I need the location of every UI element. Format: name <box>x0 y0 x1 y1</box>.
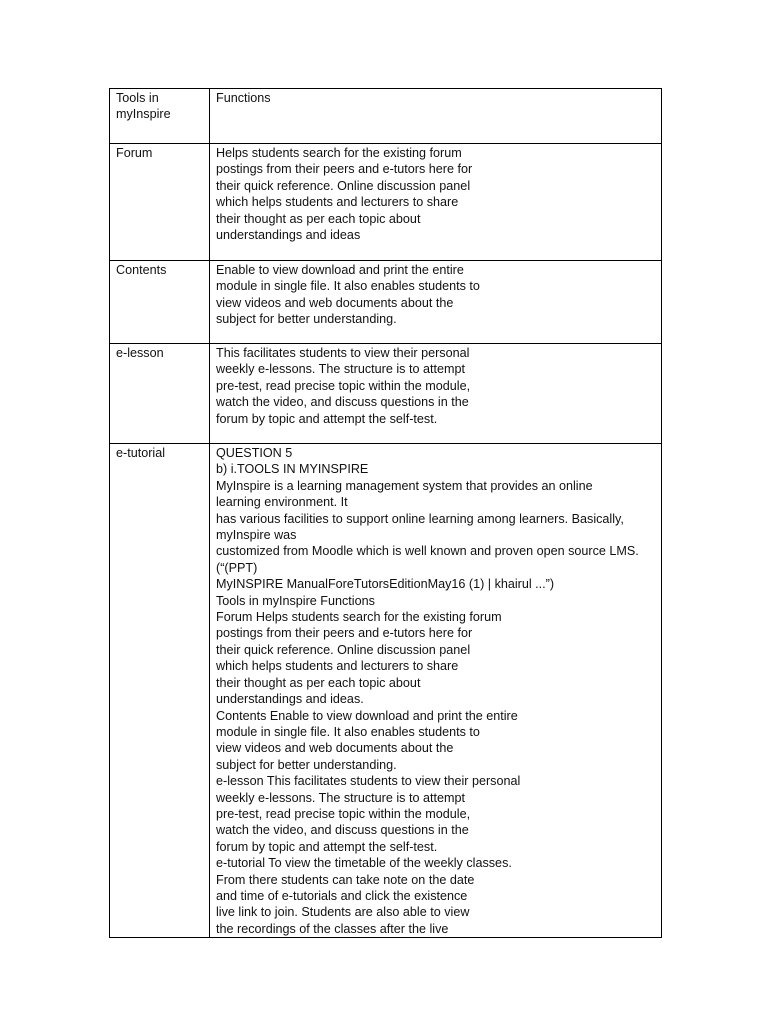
tool-name: Contents <box>116 263 167 277</box>
text-line: understandings and ideas <box>216 228 361 243</box>
text-line: postings from their peers and e-tutors here for <box>216 162 473 177</box>
text-line: learning environment. It <box>216 495 348 510</box>
text-line: MyINSPIRE ManualForeTutorsEditionMay16 (1) | khairul ...”) <box>216 577 555 592</box>
text-line: Helps students search for the existing forum <box>216 146 462 160</box>
table-header-row <box>110 89 662 144</box>
text-line: their quick reference. Online discussion panel <box>216 178 471 193</box>
text-line: the recordings of the classes after the live <box>216 921 449 936</box>
text-line: understandings and ideas. <box>216 692 364 707</box>
text-line: module in single file. It also enables students to <box>216 279 480 294</box>
text-line: has various facilities to support online learning among learners. Basically, <box>216 511 624 526</box>
header-function-cell <box>210 89 662 144</box>
tools-table <box>109 88 662 938</box>
table-row-forum <box>110 144 662 261</box>
text-line: view videos and web documents about the <box>216 295 454 310</box>
header-function-label: Functions <box>216 91 271 105</box>
text-line: weekly e-lessons. The structure is to attempt <box>216 790 465 805</box>
text-line: forum by topic and attempt the self-test. <box>216 411 438 426</box>
text-line: From there students can take note on the date <box>216 872 475 887</box>
text-line: This facilitates students to view their personal <box>216 346 470 360</box>
function-cell <box>210 261 662 344</box>
text-line: Enable to view download and print the entire <box>216 263 464 277</box>
tool-name: e-tutorial <box>116 446 165 460</box>
text-line: Forum Helps students search for the existing forum <box>216 610 502 625</box>
text-line: live link to join. Students are also able to view <box>216 905 470 920</box>
table-row-e-tutorial <box>110 444 662 938</box>
text-line: weekly e-lessons. The structure is to attempt <box>216 362 465 377</box>
text-line: their thought as per each topic about <box>216 211 421 226</box>
header-tool-line: Tools in <box>116 91 159 105</box>
tool-name: Forum <box>116 146 153 160</box>
text-line: MyInspire is a learning management system that provides an online <box>216 478 593 493</box>
text-line: Tools in myInspire Functions <box>216 593 375 608</box>
table-row-contents <box>110 261 662 344</box>
text-line: e-tutorial To view the timetable of the weekly classes. <box>216 856 512 871</box>
text-line: pre-test, read precise topic within the module, <box>216 806 471 821</box>
text-line: which helps students and lecturers to share <box>216 659 459 674</box>
text-line: Contents Enable to view download and print the entire <box>216 708 518 723</box>
text-line: watch the video, and discuss questions in the <box>216 395 469 410</box>
text-line: postings from their peers and e-tutors here for <box>216 626 473 641</box>
tool-name: e-lesson <box>116 346 164 360</box>
text-line: which helps students and lecturers to share <box>216 195 459 210</box>
text-line: subject for better understanding. <box>216 312 397 327</box>
table-row-e-lesson <box>110 344 662 444</box>
text-line: e-lesson This facilitates students to view their personal <box>216 774 521 789</box>
text-line: QUESTION 5 <box>216 446 293 460</box>
text-line: and time of e-tutorials and click the existence <box>216 888 468 903</box>
tool-name-cell <box>110 444 210 938</box>
text-line: subject for better understanding. <box>216 757 397 772</box>
function-cell <box>210 344 662 444</box>
header-tool-line: myInspire <box>116 107 171 122</box>
text-line: their thought as per each topic about <box>216 675 421 690</box>
text-line: forum by topic and attempt the self-test. <box>216 839 438 854</box>
text-line: myInspire was <box>216 528 297 543</box>
text-line: view videos and web documents about the <box>216 741 454 756</box>
function-cell <box>210 444 662 938</box>
tool-name-cell <box>110 144 210 261</box>
tool-name-cell <box>110 261 210 344</box>
text-line: pre-test, read precise topic within the module, <box>216 378 471 393</box>
text-line: their quick reference. Online discussion panel <box>216 642 471 657</box>
header-tool-cell <box>110 89 210 144</box>
tool-name-cell <box>110 344 210 444</box>
text-line: module in single file. It also enables students to <box>216 724 480 739</box>
text-line: customized from Moodle which is well known and proven open source LMS. <box>216 544 639 559</box>
text-line: watch the video, and discuss questions in the <box>216 823 469 838</box>
text-line: (“(PPT) <box>216 560 258 575</box>
function-cell <box>210 144 662 261</box>
text-line: b) i.TOOLS IN MYINSPIRE <box>216 462 369 477</box>
